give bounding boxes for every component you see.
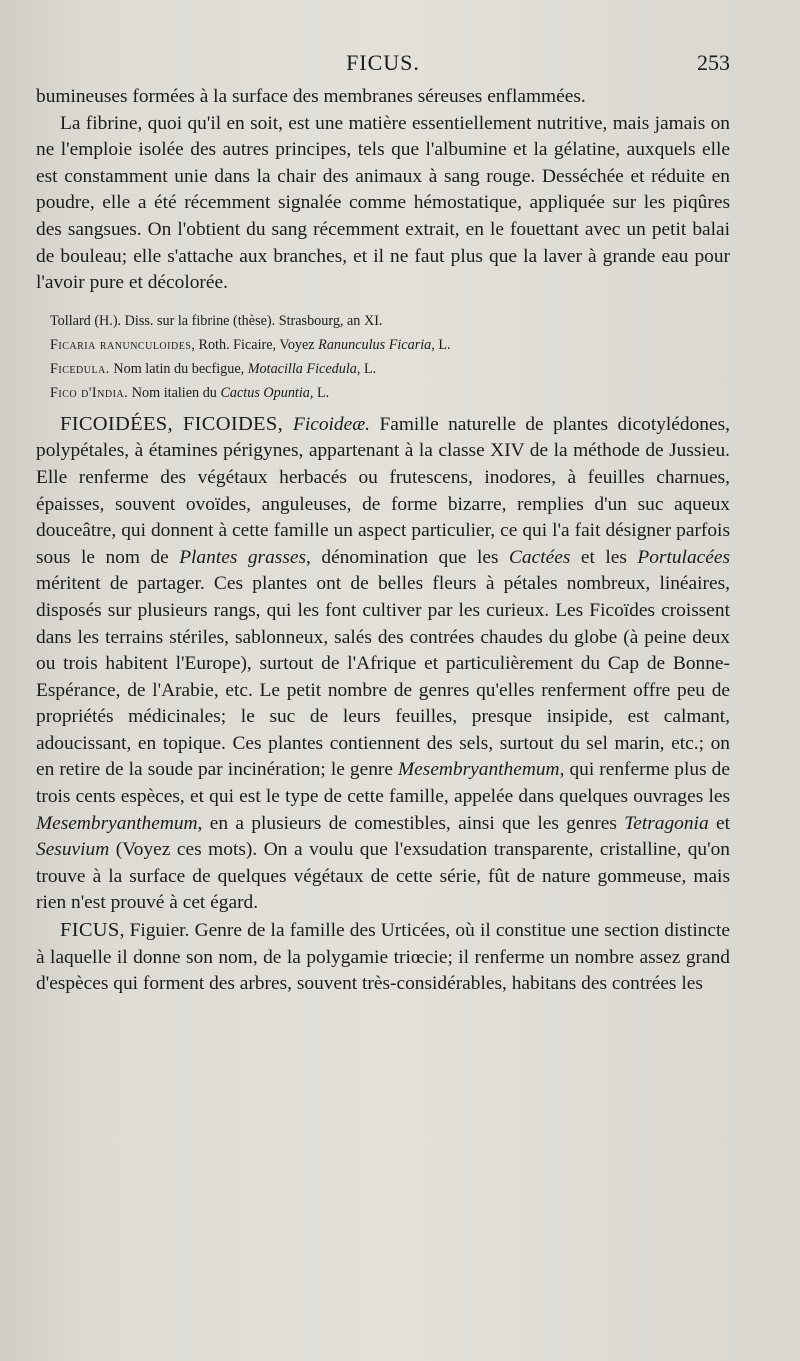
reference-tollard	[36, 309, 730, 333]
entry-text: , en a plusieurs de comestibles, ainsi que les genres	[197, 812, 625, 834]
entry-text: et les	[570, 546, 638, 568]
reference-tail: , L.	[309, 384, 330, 401]
entry-italic: Mesembryanthemum	[398, 759, 560, 781]
reference-list	[36, 309, 730, 405]
reference-text: Tollard (H.). Diss. sur la fibrine (thèse). Strasbourg, an XI.	[50, 312, 383, 329]
continued-line: bumineuses formées à la surface des membranes séreuses enflammées.	[36, 86, 586, 107]
ficus-entry	[36, 917, 730, 998]
reference-text: Nom latin du becfigue,	[109, 360, 248, 377]
entry-text: (Voyez ces mots). On a voulu que l'exsudation transparente, cristalline, qu'on trouve à la surface de quelques végétaux de cette série, fût de nature gommeuse, mais rien n'est prouvé à cet égard.	[36, 839, 730, 914]
page-body	[36, 84, 730, 998]
entry-text: méritent de partager. Ces plantes ont de belles fleurs à pétales nombreux, linéaires, disposés sur plusieurs rangs, qui les font cultiver par les curieux. Les Ficoïdes croissent dans les terrains stériles, sablonneux, salés des contrées chaudes du globe (à peine deux ou trois habitent l'Europe), surtout de l'Afrique et particulièrement du Cap de Bonne-Espérance, de l'Arabie, etc. Le petit nombre de genres qu'elles renferment offre peu de propriétés médicinales; le suc de leurs feuilles, presque insipide, est calmant, adoucissant, en topique. Ces plantes contiennent des sels, surtout du sel marin, etc.; on en retire de la soude par incinération; le genre	[36, 573, 730, 781]
reference-italic: Ranunculus Ficaria	[318, 336, 432, 353]
entry-text: Famille naturelle de plantes dicotylédones, polypétales, à étamines périgynes, appartenant à la classe XIV de la méthode de Jussieu. Elle renferme des végétaux herbacés ou frutescens, inodores, à feuilles charnues, épaisses, souvent ovoïdes, anguleuses, de forme bizarre, remplies d'un suc aqueux douceâtre, qui donnent à cette famille un aspect particulier, ce qui l'a fait désigner parfois sous le nom de	[36, 413, 730, 568]
entry-italic: Portulacées	[637, 546, 731, 568]
entry-text: , Figuier. Genre de la famille des Urticées, où il constitue une section distincte à laquelle il donne son nom, de la polygamie triœcie; il renferme un nombre assez grand d'espèces qui forment des arbres, souvent très-considérables, habitans des contrées les	[36, 920, 730, 995]
ficoidees-entry	[36, 411, 730, 917]
reference-text: Nom italien du	[128, 384, 221, 401]
entry-italic: Tetragonia	[624, 812, 709, 834]
reference-italic: Cactus Opuntia	[220, 384, 310, 401]
reference-italic: Motacilla Ficedula	[247, 360, 357, 377]
reference-tail: , L.	[356, 360, 377, 377]
reference-tail: , L.	[431, 336, 451, 353]
reference-ficaria	[36, 333, 730, 357]
reference-lead: Ficedula.	[50, 360, 110, 377]
reference-ficedula	[36, 357, 730, 381]
ficus-headword: FICUS	[60, 919, 120, 942]
reference-text: , Roth. Ficaire, Voyez	[191, 336, 319, 353]
entry-italic: Cactées	[509, 546, 571, 568]
page-number: 253	[697, 50, 730, 75]
page-header	[36, 50, 730, 80]
reference-fico-india	[36, 381, 730, 405]
entry-italic: Mesembryanthemum	[36, 812, 198, 834]
ficoidees-latin: Ficoideæ.	[293, 413, 371, 435]
entry-italic: Sesuvium	[36, 839, 110, 861]
ficoidees-headword: FICOIDÉES, FICOIDES,	[60, 412, 293, 435]
entry-text: , dénomination que les	[306, 546, 509, 568]
entry-italic: Plantes grasses	[179, 546, 307, 568]
reference-lead: Ficaria ranunculoides	[50, 336, 192, 353]
reference-lead: Fico d'India.	[50, 384, 129, 401]
entry-text: et	[708, 812, 730, 834]
running-head: FICUS.	[346, 50, 420, 75]
fibrine-paragraph: La fibrine, quoi qu'il en soit, est une matière essentiellement nutritive, mais jamais on ne l'emploie isolée des autres principes, tels que l'albumine et la gélatine, auxquels elle est constamment unie dans la chair des animaux à sang rouge. Desséchée et réduite en poudre, elle a été récemment signalée comme hémostatique, appliquée sur les piqûres des sangsues. On l'obtient du sang récemment extrait, en le fouettant avec un petit balai de bouleau; elle s'attache aux branches, et il ne faut plus que la laver à grande eau pour l'avoir pure et décolorée.	[36, 112, 730, 294]
entry-text: , qui renferme plus de trois cents espèces, et qui est le type de cette famille, appelée dans quelques ouvrages les	[36, 759, 730, 808]
